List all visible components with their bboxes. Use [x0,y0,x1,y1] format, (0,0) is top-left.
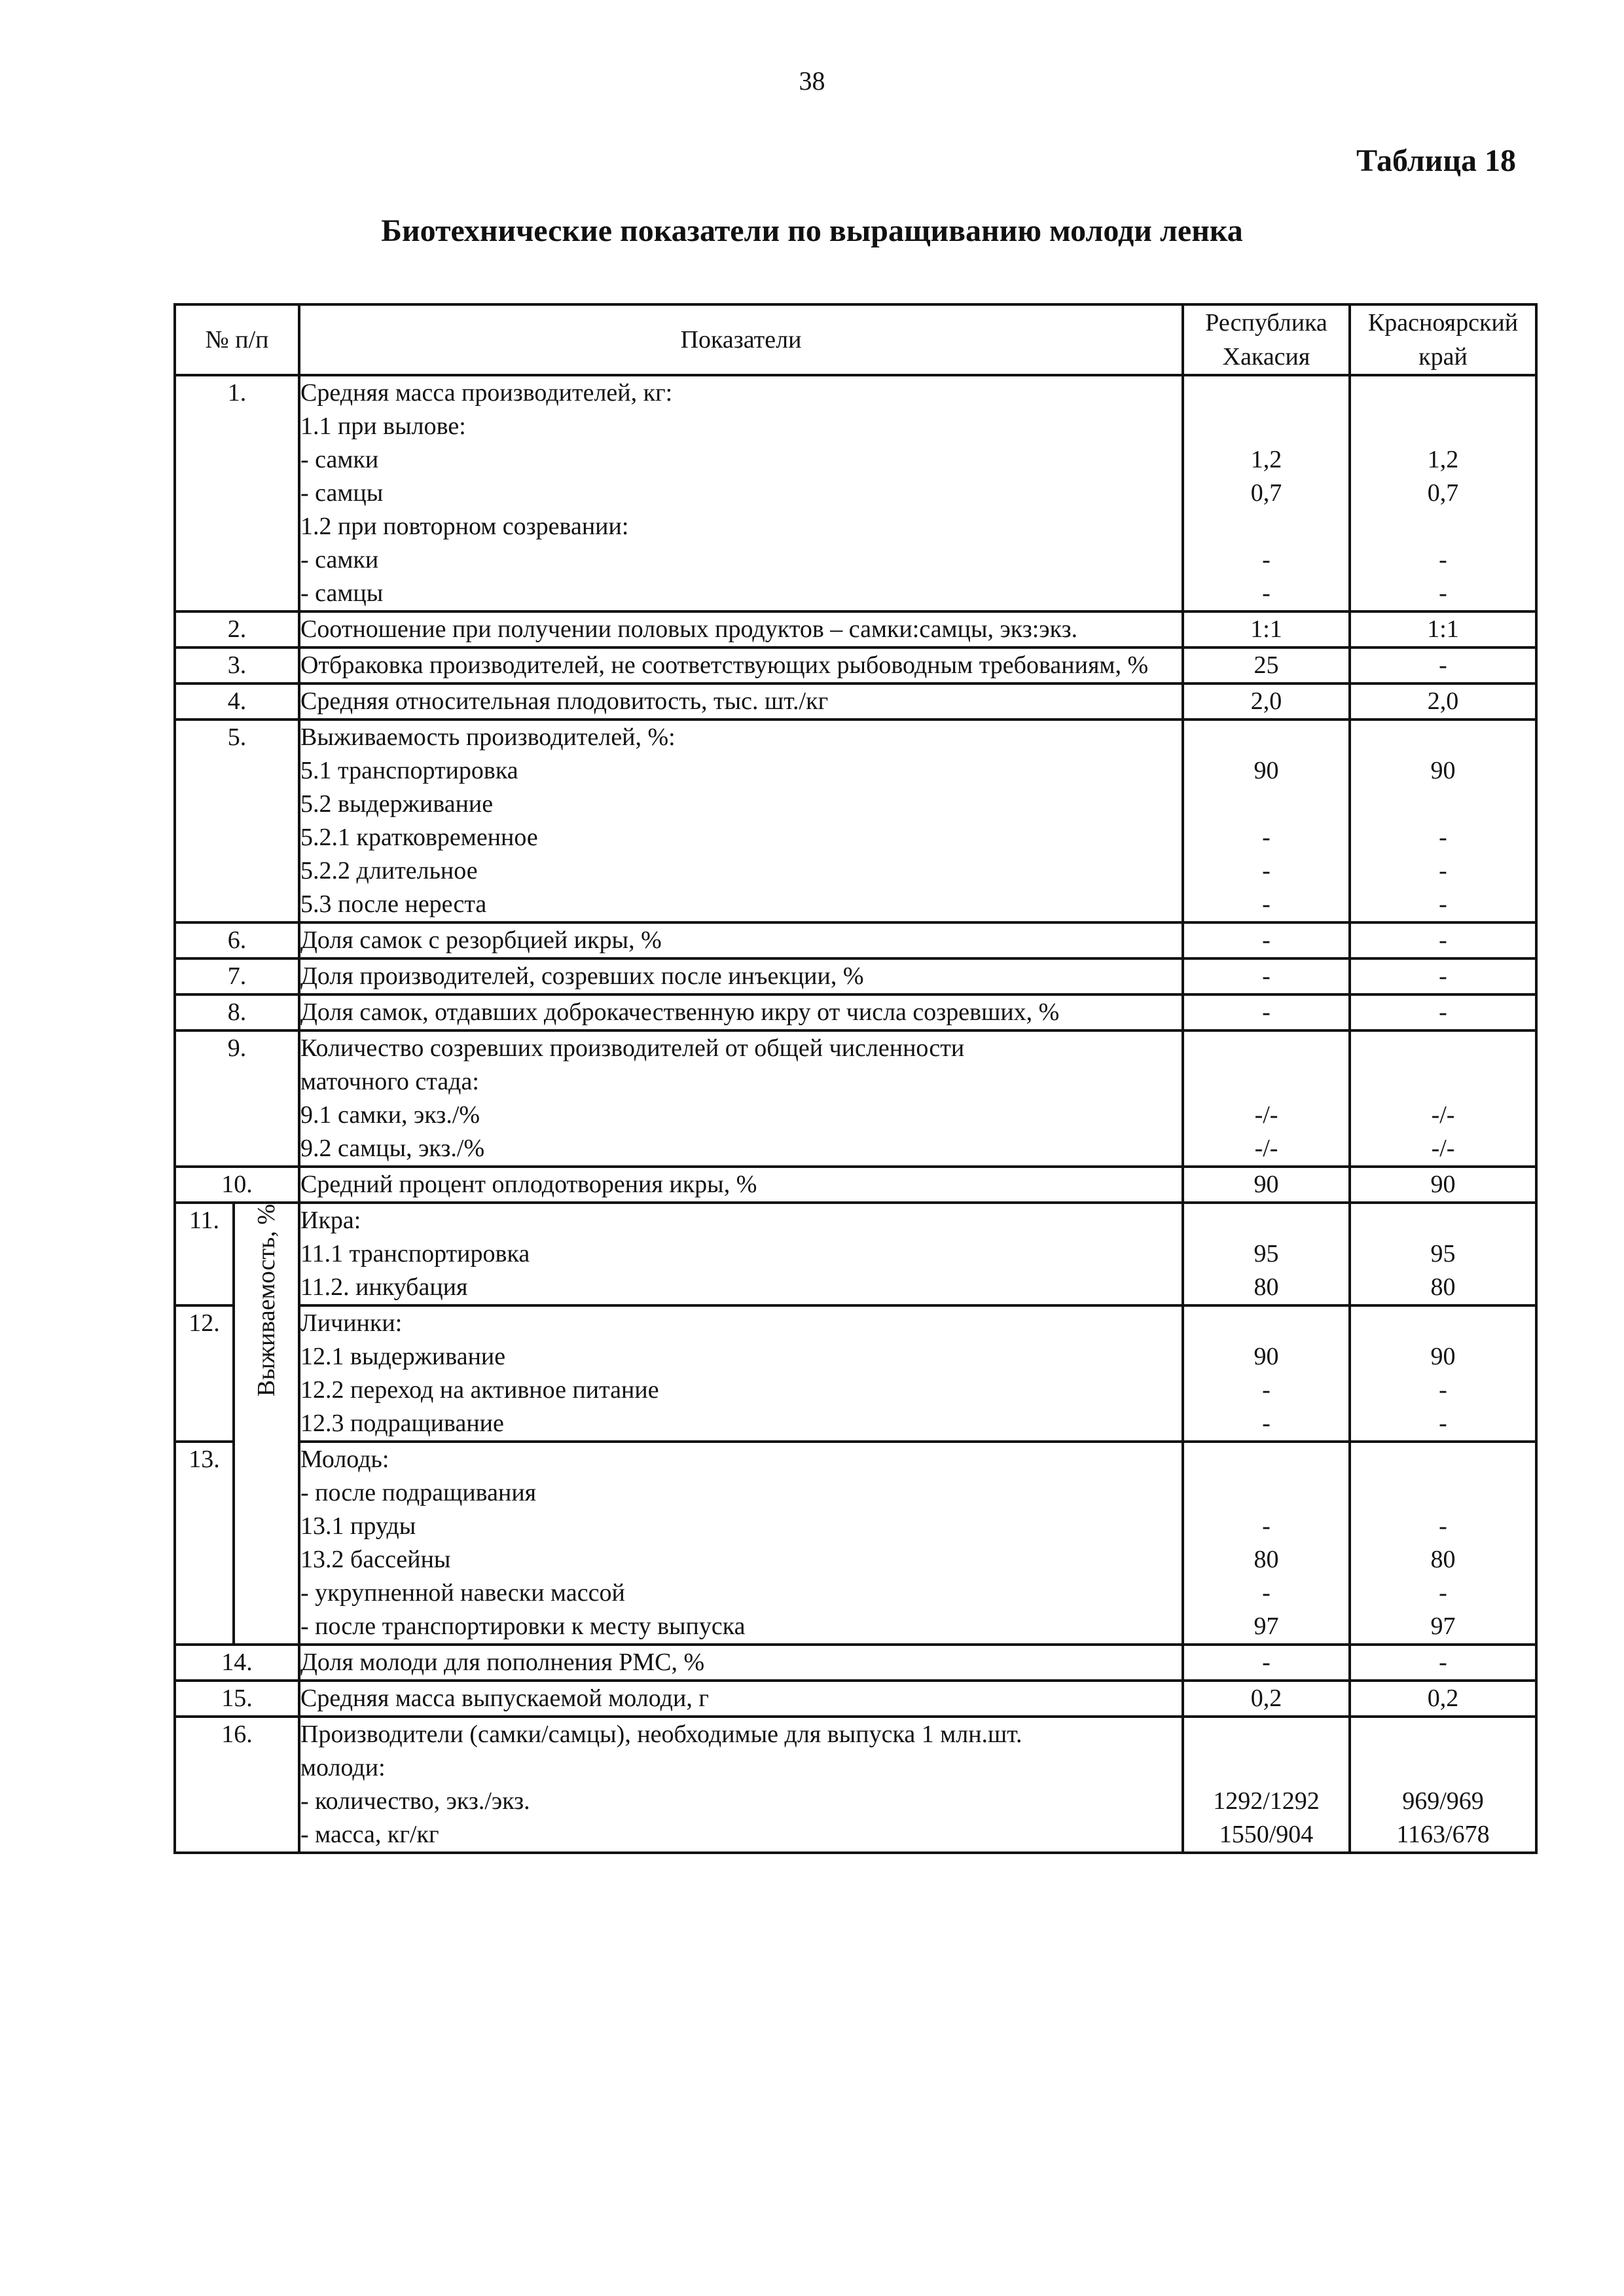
header-col-khakassia-line2: Хакасия [1222,343,1310,371]
value-khakassia [1183,958,1350,994]
document-title: Биотехнические показатели по выращиванию молоди ленка [381,213,1243,248]
value-krasnoyarsk [1350,1442,1536,1645]
value-line [1184,1476,1348,1510]
indicator-line: Средняя масса производителей, кг: [300,379,673,407]
value-line [1351,721,1535,754]
indicator-line: 11.2. инкубация [300,1273,468,1301]
value-khakassia [1183,1203,1350,1305]
indicator-cell [299,1030,1183,1167]
value-line: - [1439,857,1447,884]
value-khakassia [1183,375,1350,611]
value-line: 1:1 [1250,615,1282,643]
table-row [175,994,1536,1030]
indicator-cell [299,720,1183,922]
row-number: 2. [175,611,299,647]
value-line: - [1439,1512,1447,1540]
value-line: - [1262,926,1271,954]
value-line: 1,2 [1250,446,1282,473]
indicator-line: - масса, кг/кг [300,1821,439,1848]
value-khakassia [1183,1442,1350,1645]
survival-label: Выживаемость, % [252,1204,280,1397]
value-line [1184,510,1348,543]
value-line: 80 [1430,1546,1456,1573]
value-khakassia [1183,1681,1350,1717]
value-line: 90 [1430,1171,1456,1198]
value-line: 95 [1430,1240,1456,1267]
header-col-khakassia-line1: Республика [1205,309,1327,337]
header-col-krasnoyarsk [1350,304,1536,375]
indicator-cell [299,375,1183,611]
indicator-cell [299,1203,1183,1305]
indicator-line: - после подращивания [300,1479,537,1506]
value-khakassia [1183,1717,1350,1853]
value-line: 1292/1292 [1213,1787,1320,1815]
table-row [175,1030,1536,1167]
value-line: 0,7 [1250,479,1282,507]
value-line [1351,1751,1535,1785]
indicator-line: 1.1 при вылове: [300,412,466,440]
value-khakassia [1183,1030,1350,1167]
value-line: 80 [1254,1546,1279,1573]
value-line: 1,2 [1427,446,1459,473]
value-line: - [1262,1376,1271,1404]
value-khakassia [1183,611,1350,647]
value-krasnoyarsk [1350,994,1536,1030]
value-line: - [1262,1512,1271,1540]
value-line [1184,721,1348,754]
value-line [1351,510,1535,543]
table-row [175,1681,1536,1717]
indicators-table [173,303,1538,1854]
indicator-line: Средняя относительная плодовитость, тыс. шт./кг [300,687,829,715]
row-number: 11. [175,1203,234,1305]
header-col-krasnoyarsk-line1: Красноярский [1367,309,1519,337]
value-line: -/- [1431,1135,1455,1162]
value-line: 97 [1430,1613,1456,1640]
indicator-line: 12.1 выдерживание [300,1343,506,1370]
indicator-line: 13.1 пруды [300,1512,416,1540]
indicator-line: - самцы [300,479,384,507]
value-krasnoyarsk [1350,958,1536,994]
indicator-cell [299,994,1183,1030]
value-line: 90 [1430,1343,1456,1370]
indicator-cell [299,611,1183,647]
value-line: 1:1 [1427,615,1459,643]
value-khakassia [1183,922,1350,958]
value-line: 2,0 [1427,687,1459,715]
table-row [175,1717,1536,1853]
value-khakassia [1183,720,1350,922]
value-line: - [1439,1579,1447,1607]
value-line: -/- [1254,1135,1278,1162]
value-line: 97 [1254,1613,1279,1640]
indicator-cell [299,647,1183,683]
table-header-row [175,304,1536,375]
value-khakassia [1183,683,1350,720]
indicator-line: маточного стада: [300,1068,479,1095]
table-row [175,375,1536,611]
value-line: 0,7 [1427,479,1459,507]
value-line [1184,1718,1348,1751]
table-body [175,375,1536,1853]
value-line: 95 [1254,1240,1279,1267]
header-col-krasnoyarsk-line2: край [1418,343,1468,371]
indicator-line: Доля самок, отдавших доброкачественную икру от числа созревших, % [300,998,1060,1026]
value-line: -/- [1254,1101,1278,1129]
value-krasnoyarsk [1350,922,1536,958]
value-line: - [1262,998,1271,1026]
indicator-cell [299,1645,1183,1681]
indicator-line: 5.2.1 кратковременное [300,824,538,851]
indicator-line: Количество созревших производителей от общей численности [300,1034,965,1062]
table-row [175,1305,1536,1442]
value-line: - [1439,998,1447,1026]
value-line [1184,1065,1348,1099]
value-line [1351,788,1535,821]
value-krasnoyarsk [1350,1645,1536,1681]
value-line [1184,1751,1348,1785]
indicator-line: - после транспортировки к месту выпуска [300,1613,746,1640]
value-line: - [1262,962,1271,990]
value-line [1351,1032,1535,1065]
indicator-line: 5.1 транспортировка [300,757,518,784]
indicator-line: - самки [300,446,379,473]
indicator-line: 5.2 выдерживание [300,790,494,818]
value-line [1351,1476,1535,1510]
indicator-line: Средняя масса выпускаемой молоди, г [300,1685,709,1712]
value-line: 90 [1254,1171,1279,1198]
value-line: - [1439,1649,1447,1676]
indicator-line: Доля самок с резорбцией икры, % [300,926,662,954]
indicator-cell [299,1442,1183,1645]
value-line: 25 [1254,651,1279,679]
indicator-line: 12.3 подращивание [300,1410,504,1437]
row-number: 3. [175,647,299,683]
value-line: 969/969 [1402,1787,1484,1815]
value-line: - [1439,824,1447,851]
value-khakassia [1183,647,1350,683]
value-line: - [1439,1376,1447,1404]
table-row [175,647,1536,683]
value-line: 0,2 [1427,1685,1459,1712]
survival-group-cell [234,1203,299,1645]
indicator-line: Соотношение при получении половых продуктов – самки:самцы, экз:экз. [300,615,1078,643]
value-line: - [1439,579,1447,607]
value-khakassia [1183,994,1350,1030]
indicator-line: 11.1 транспортировка [300,1240,530,1267]
table-row [175,1167,1536,1203]
indicator-line: 9.2 самцы, экз./% [300,1135,485,1162]
value-line [1351,1307,1535,1340]
indicator-line: 1.2 при повторном созревании: [300,513,629,540]
table-row [175,683,1536,720]
indicator-cell [299,1305,1183,1442]
value-krasnoyarsk [1350,1681,1536,1717]
value-krasnoyarsk [1350,1305,1536,1442]
header-col-khakassia [1183,304,1350,375]
value-line: - [1262,1579,1271,1607]
indicator-line: 5.3 после нереста [300,890,487,918]
indicator-line: Выживаемость производителей, %: [300,723,676,751]
row-number: 4. [175,683,299,720]
value-line: 1163/678 [1396,1821,1490,1848]
indicator-line: Средний процент оплодотворения икры, % [300,1171,757,1198]
value-khakassia [1183,1167,1350,1203]
value-line [1184,410,1348,443]
indicator-line: Икра: [300,1207,361,1234]
value-line [1184,1032,1348,1065]
indicator-line: Доля молоди для пополнения РМС, % [300,1649,705,1676]
value-line: - [1439,962,1447,990]
indicator-line: 12.2 переход на активное питание [300,1376,659,1404]
indicator-line: - самки [300,546,379,574]
value-line [1184,1307,1348,1340]
value-line: - [1439,546,1447,574]
value-line: - [1262,1649,1271,1676]
table-row [175,611,1536,647]
value-krasnoyarsk [1350,375,1536,611]
value-line: 0,2 [1250,1685,1282,1712]
value-line [1351,1718,1535,1751]
row-number: 6. [175,922,299,958]
value-line: -/- [1431,1101,1455,1129]
value-line [1351,1443,1535,1476]
value-line [1184,376,1348,410]
value-line: - [1262,890,1271,918]
indicator-line: 5.2.2 длительное [300,857,478,884]
row-number: 16. [175,1717,299,1853]
indicator-line: Личинки: [300,1309,403,1337]
header-no: № п/п [175,304,299,375]
indicator-line: 13.2 бассейны [300,1546,451,1573]
indicator-line: Доля производителей, созревших после инъекции, % [300,962,864,990]
table-row [175,922,1536,958]
value-krasnoyarsk [1350,1203,1536,1305]
value-line: - [1439,926,1447,954]
value-krasnoyarsk [1350,647,1536,683]
value-khakassia [1183,1305,1350,1442]
table-row [175,1442,1536,1645]
indicator-cell [299,922,1183,958]
value-line: - [1439,651,1447,679]
value-line: - [1439,1410,1447,1437]
row-number: 5. [175,720,299,922]
indicator-line: - количество, экз./экз. [300,1787,530,1815]
value-khakassia [1183,1645,1350,1681]
indicator-line: Производители (самки/самцы), необходимые для выпуска 1 млн.шт. [300,1721,1022,1748]
value-line: 90 [1430,757,1456,784]
value-line [1351,410,1535,443]
value-line: - [1439,890,1447,918]
row-number: 10. [175,1167,299,1203]
value-line [1184,1443,1348,1476]
value-line: - [1262,546,1271,574]
value-line: 1550/904 [1219,1821,1314,1848]
value-line [1184,1204,1348,1237]
value-krasnoyarsk [1350,1717,1536,1853]
table-row [175,958,1536,994]
value-line: - [1262,857,1271,884]
row-number: 13. [175,1442,234,1645]
value-line: - [1262,579,1271,607]
value-line [1351,1065,1535,1099]
table-row [175,1645,1536,1681]
indicator-line: - самцы [300,579,384,607]
page-number: 38 [799,66,825,96]
value-line [1351,376,1535,410]
value-line: - [1262,1410,1271,1437]
value-line: 2,0 [1250,687,1282,715]
table-row [175,1203,1536,1305]
value-line [1184,788,1348,821]
value-line [1351,1204,1535,1237]
value-line: - [1262,824,1271,851]
indicator-line: молоди: [300,1754,386,1781]
indicator-cell [299,1167,1183,1203]
row-number: 1. [175,375,299,611]
indicator-cell [299,1717,1183,1853]
row-number: 15. [175,1681,299,1717]
value-line: 80 [1254,1273,1279,1301]
value-krasnoyarsk [1350,1167,1536,1203]
header-indicator: Показатели [299,304,1183,375]
value-line: 90 [1254,757,1279,784]
row-number: 7. [175,958,299,994]
value-line: 90 [1254,1343,1279,1370]
indicator-text: Отбраковка производителей, не соответствующих рыбоводным требованиям, % [300,651,1149,679]
table-row [175,720,1536,922]
value-krasnoyarsk [1350,720,1536,922]
indicator-line: Молодь: [300,1446,389,1473]
row-number: 12. [175,1305,234,1442]
value-krasnoyarsk [1350,611,1536,647]
value-krasnoyarsk [1350,1030,1536,1167]
value-line: 80 [1430,1273,1456,1301]
table-label: Таблица 18 [1356,143,1516,178]
indicator-cell [299,1681,1183,1717]
indicator-line: 9.1 самки, экз./% [300,1101,480,1129]
row-number: 8. [175,994,299,1030]
row-number: 14. [175,1645,299,1681]
row-number: 9. [175,1030,299,1167]
indicator-cell [299,683,1183,720]
indicator-line: - укрупненной навески массой [300,1579,625,1607]
value-krasnoyarsk [1350,683,1536,720]
indicator-cell [299,958,1183,994]
